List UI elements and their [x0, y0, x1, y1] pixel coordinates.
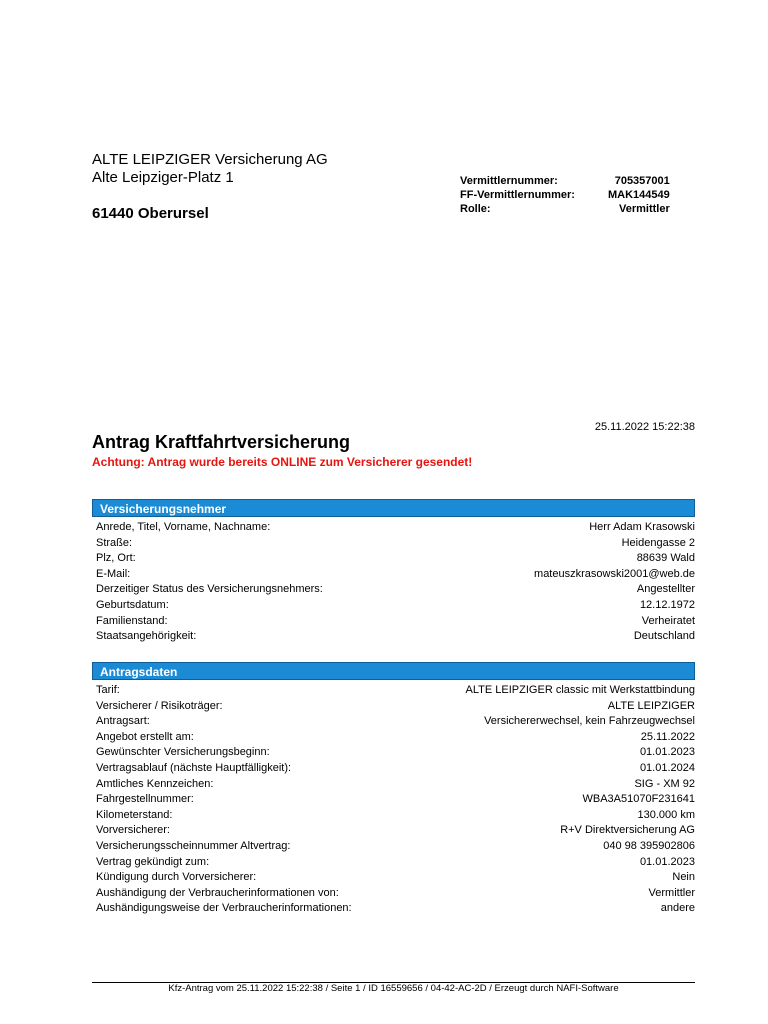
application-row-insurer [92, 699, 695, 715]
policyholder-row-email [92, 567, 695, 583]
field-value: mateuszkrasowski2001@web.de [534, 567, 695, 580]
field-label: Staatsangehörigkeit: [96, 630, 197, 643]
application-row-previous-insurer [92, 823, 695, 839]
field-label: Plz, Ort: [96, 552, 136, 565]
application-row-offer-date [92, 730, 695, 746]
application-row-expiry [92, 761, 695, 777]
field-value: 01.01.2024 [639, 761, 695, 774]
broker-ff-number-value: MAK144549 [608, 189, 670, 201]
broker-ff-number-label: FF-Vermittlernummer: [460, 189, 575, 201]
broker-role-value: Vermittler [619, 203, 670, 215]
policyholder-section [92, 499, 695, 645]
field-value: ALTE LEIPZIGER [607, 699, 695, 712]
field-label: Vorversicherer: [96, 824, 170, 837]
application-row-start-date [92, 745, 695, 761]
insurer-name: ALTE LEIPZIGER Versicherung AG [92, 151, 328, 168]
insurer-street: Alte Leipziger-Platz 1 [92, 169, 234, 186]
online-sent-warning: Achtung: Antrag wurde bereits ONLINE zum Versicherer gesendet! [92, 455, 473, 469]
field-label: Kilometerstand: [96, 808, 173, 821]
field-label: Aushändigung der Verbraucherinformationen von: [96, 886, 339, 899]
document-title: Antrag Kraftfahrtversicherung [92, 432, 351, 452]
field-value: R+V Direktversicherung AG [560, 824, 695, 837]
policyholder-row-street [92, 536, 695, 552]
field-label: Geburtsdatum: [96, 598, 169, 611]
field-label: Versicherer / Risikoträger: [96, 699, 223, 712]
field-label: Gewünschter Versicherungsbeginn: [96, 746, 270, 759]
policyholder-section-heading: Versicherungsnehmer [92, 499, 695, 517]
field-label: Familienstand: [96, 614, 168, 627]
field-label: Amtliches Kennzeichen: [96, 777, 214, 790]
field-value: 130.000 km [637, 808, 695, 821]
field-label: Anrede, Titel, Vorname, Nachname: [96, 521, 271, 533]
field-value: 01.01.2023 [639, 855, 695, 868]
field-value: Vermittler [648, 886, 695, 899]
field-label: Aushändigungsweise der Verbraucherinformationen: [96, 902, 352, 915]
field-value: SIG - XM 92 [634, 777, 695, 790]
broker-row-ff-number [456, 188, 670, 202]
field-value: Versichererwechsel, kein Fahrzeugwechsel [484, 715, 695, 728]
field-value: 040 98 395902806 [603, 839, 695, 852]
policyholder-rows [92, 520, 695, 645]
policyholder-row-status [92, 582, 695, 598]
field-label: Kündigung durch Vorversicherer: [96, 871, 257, 884]
policyholder-row-nationality [92, 629, 695, 645]
field-label: Fahrgestellnummer: [96, 793, 194, 806]
broker-row-role [456, 202, 670, 216]
policyholder-row-name [92, 520, 695, 536]
broker-number-value: 705357001 [614, 175, 670, 187]
field-label: Derzeitiger Status des Versicherungsnehmers: [96, 583, 323, 596]
broker-role-label: Rolle: [460, 203, 491, 215]
policyholder-row-city [92, 551, 695, 567]
field-value: Heidengasse 2 [621, 536, 695, 549]
field-value: Deutschland [633, 630, 695, 643]
field-value: 01.01.2023 [639, 746, 695, 759]
field-label: Antragsart: [96, 715, 150, 728]
field-label: Straße: [96, 536, 133, 549]
field-value: Verheiratet [641, 614, 695, 627]
application-row-terminated-on [92, 855, 695, 871]
broker-info [456, 174, 670, 216]
application-row-license-plate [92, 777, 695, 793]
broker-number-label: Vermittlernummer: [460, 175, 558, 187]
field-value: 88639 Wald [636, 552, 695, 565]
field-value: Angestellter [636, 583, 695, 596]
application-row-mileage [92, 808, 695, 824]
field-label: Tarif: [96, 684, 120, 696]
policyholder-row-marital-status [92, 614, 695, 630]
application-row-consumer-info-method [92, 901, 695, 917]
page-footer: Kfz-Antrag vom 25.11.2022 15:22:38 / Seite 1 / ID 16559656 / 04-42-AC-2D / Erzeugt durch NAFI-Software [168, 983, 619, 994]
application-section-heading: Antragsdaten [92, 662, 695, 680]
insurer-city: 61440 Oberursel [92, 205, 209, 222]
field-label: Versicherungsscheinnummer Altvertrag: [96, 839, 291, 852]
field-label: E-Mail: [96, 567, 131, 580]
field-value: 12.12.1972 [639, 598, 695, 611]
broker-row-number [456, 174, 670, 188]
application-section [92, 662, 695, 917]
field-value: 25.11.2022 [640, 730, 695, 743]
document-datetime: 25.11.2022 15:22:38 [594, 421, 695, 433]
application-row-tariff [92, 683, 695, 699]
field-value: andere [660, 902, 695, 915]
application-row-terminated-by-previous [92, 870, 695, 886]
field-label: Angebot erstellt am: [96, 730, 194, 743]
field-value: ALTE LEIPZIGER classic mit Werkstattbindung [465, 684, 695, 696]
application-rows [92, 683, 695, 917]
application-row-type [92, 714, 695, 730]
application-row-vin [92, 792, 695, 808]
field-label: Vertrag gekündigt zum: [96, 855, 210, 868]
field-label: Vertragsablauf (nächste Hauptfälligkeit): [96, 761, 292, 774]
application-row-consumer-info-from [92, 886, 695, 902]
field-value: Herr Adam Krasowski [589, 521, 695, 533]
policyholder-row-birthdate [92, 598, 695, 614]
field-value: Nein [672, 871, 695, 884]
field-value: WBA3A51070F231641 [582, 793, 695, 806]
application-row-old-policy-number [92, 839, 695, 855]
